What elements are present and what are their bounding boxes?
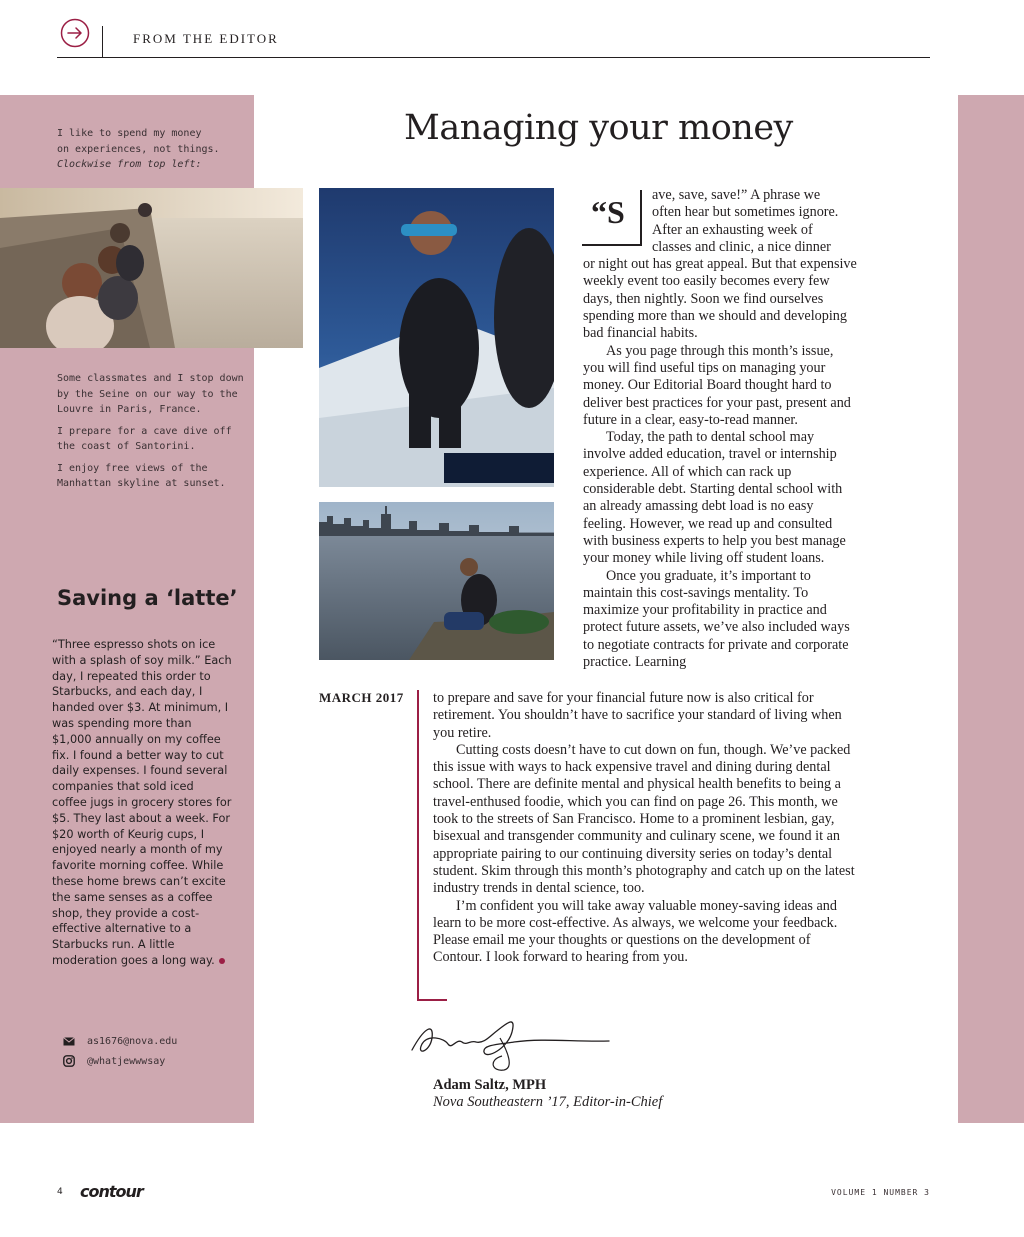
photo-manhattan-skyline: [319, 502, 554, 660]
right-margin-panel: [958, 95, 1024, 1123]
accent-rule-foot: [417, 999, 447, 1001]
sidebar-body-text: “Three espresso shots on ice with a splash of soy milk.” Each day, I repeated this order to Starbucks, and each day, I handed over $3. At minimum, I was spending more than $1,000 annually on my coffee fix. I found a better way to cut daily expenses. I found several companies that sold iced coffee jugs in grocery stores for $5. They last about a week. For $20 worth of Keurig cups, I enjoyed nearly a month of my favorite morning coffee. While these home brews can’t excite the same senses as a coffee shop, they provide a cost-effective alternative to a Starbucks run. A little moderation goes a long way.: [52, 638, 232, 967]
article-line: After an exhausting week of: [652, 221, 813, 238]
article-paragraph: As you page through this month’s issue, you will find useful tips on managing your money. Our Editorial Board thought hard to deliver best practices for your past, present and future in a clear, easy-to-read manner.: [583, 342, 851, 428]
end-mark-icon: [219, 958, 225, 964]
envelope-icon: [63, 1037, 75, 1046]
article-column-upper: [583, 187, 858, 671]
social-handle[interactable]: @whatjewwwsay: [87, 1055, 166, 1067]
article-paragraph: Today, the path to dental school may involve added education, travel or internship experience. All of which can rack up considerable debt. Starting dental school with an already amassing debt load is no easy feeling. However, we read up and consulted with business experts to help you best manage your money while living off student loans.: [583, 429, 846, 567]
photo-seine: [0, 188, 303, 348]
photo-caption-seine: Some classmates and I stop down by the Seine on our way to the Louvre in Paris, France.: [57, 373, 244, 415]
photo-caption-dive: I prepare for a cave dive off the coast of Santorini.: [57, 425, 232, 452]
contact-social[interactable]: [63, 1055, 253, 1067]
contact-email[interactable]: [63, 1036, 253, 1047]
intro-caption-line: on experiences, not things.: [57, 143, 220, 155]
intro-caption-line: I like to spend my money: [57, 128, 202, 139]
photo-caption-skyline: I enjoy free views of the Manhattan skyline at sunset.: [57, 462, 226, 489]
sidebar-heading: Saving a ‘latte’: [57, 586, 238, 610]
article-paragraph: I’m confident you will take away valuable money-saving ideas and learn to be more cost-effective. As always, we welcome your feedback. Please email me your thoughts or questions on the development of Contour. I look forward to hearing from you.: [433, 897, 838, 966]
article-line: often hear but sometimes ignore.: [652, 204, 839, 221]
intro-caption: [57, 126, 242, 173]
article-headline: Managing your money: [404, 108, 793, 148]
accent-rule: [417, 690, 419, 1001]
article-line: classes and clinic, a nice dinner: [652, 238, 831, 255]
header-rule: [57, 57, 930, 58]
editor-name: Adam Saltz, MPH: [433, 1077, 547, 1093]
article-paragraph: Once you graduate, it’s important to maintain this cost-savings mentality. To maximize your profitability in practice and protect future assets, we’ve also included ways to negotiate contracts for private and corporate practice. Learning: [583, 567, 850, 671]
article-paragraph: to prepare and save for your financial future now is also critical for retirement. You shouldn’t have to sacrifice your standard of living when you retire.: [433, 690, 842, 741]
photo-cave-dive: [319, 188, 554, 487]
article-column-lower: [433, 690, 855, 967]
issue-date: MARCH 2017: [319, 690, 404, 705]
volume-label: VOLUME 1 NUMBER 3: [831, 1188, 930, 1197]
arrow-right-circle-icon: [60, 18, 90, 48]
page-number: 4: [57, 1187, 63, 1197]
photo-captions: [57, 371, 247, 498]
magazine-logo: contour: [80, 1182, 143, 1201]
editor-signature: [404, 1008, 614, 1078]
header-divider: [102, 26, 103, 58]
drop-cap-letter: “S: [591, 194, 625, 230]
article-paragraph: or night out has great appeal. But that expensive weekly event too easily becomes every few days, then nightly. Soon we find ourselves spending more than we should and developing bad financial habits.: [583, 256, 857, 342]
article-paragraph: Cutting costs doesn’t have to cut down on fun, though. We’ve packed this issue with ways to hack expensive travel and dining during dental school. There are definite mental and physical health benefits to being a travel-enthused foodie, which you can find on page 26. This month, we took to the streets of San Francisco. Home to a prominent lesbian, gay, bisexual and transgender community and culinary scene, we found it an appropriate pairing to our continuing diversity series on today’s dental student. Skim through this month’s photography and catch up on the latest industry trends in dental science, too.: [433, 741, 855, 897]
section-label: FROM THE EDITOR: [133, 31, 279, 46]
editor-title: Nova Southeastern ’17, Editor-in-Chief: [433, 1094, 663, 1110]
intro-caption-line: Clockwise from top left:: [57, 159, 202, 170]
email-address[interactable]: as1676@nova.edu: [87, 1036, 178, 1047]
sidebar-body: [52, 637, 232, 969]
article-line: ave, save, save!” A phrase we: [652, 187, 821, 203]
instagram-icon: [63, 1055, 75, 1067]
